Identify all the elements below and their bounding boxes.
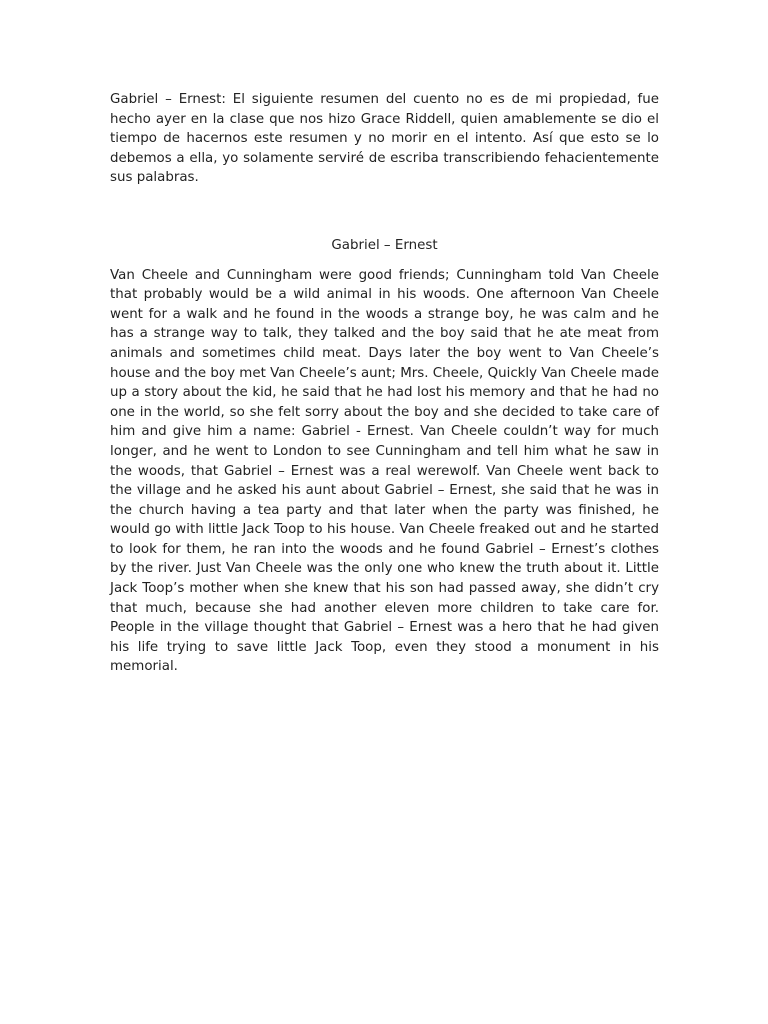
summary-paragraph: Van Cheele and Cunningham were good friends; Cunningham told Van Cheele that probably would be a wild animal in his woods. One afternoon Van Cheele went for a walk and he found in the woods a strange boy, he was calm and he has a strange way to talk, they talked and the boy said that he ate meat from animals and sometimes child meat. Days later the boy went to Van Cheele’s house and the boy met Van Cheele’s aunt; Mrs. Cheele, Quickly Van Cheele made up a story about the kid, he said that he had lost his memory and that he had no one in the world, so she felt sorry about the boy and she decided to take care of him and give him a name: Gabriel - Ernest. Van Cheele couldn’t way for much longer, and he went to London to see Cunningham and tell him what he saw in the woods, that Gabriel – Ernest was a real werewolf. Van Cheele went back to the village and he asked his aunt about Gabriel – Ernest, she said that he was in the church having a tea party and that later when the party was finished, he would go with little Jack Toop to his house. Van Cheele freaked out and he started to look for them, he ran into the woods and he found Gabriel – Ernest’s clothes by the river. Just Van Cheele was the only one who knew the truth about it. Little Jack Toop’s mother when she knew that his son had passed away, she didn’t cry that much, because she had another eleven more children to take care for. People in the village thought that Gabriel – Ernest was a hero that he had given his life trying to save little Jack Toop, even they stood a monument in his memorial. bbox=[110, 267, 659, 675]
intro-paragraph: Gabriel – Ernest: El siguiente resumen del cuento no es de mi propiedad, fue hecho ayer en la clase que nos hizo Grace Riddell, quien amablemente se dio el tiempo de hacernos este resumen y no morir en el intento. Así que esto se lo debemos a ella, yo solamente serviré de escriba transcribiendo fehacientemente sus palabras. bbox=[110, 92, 659, 186]
document-page bbox=[110, 90, 659, 677]
story-title: Gabriel – Ernest bbox=[331, 237, 438, 253]
